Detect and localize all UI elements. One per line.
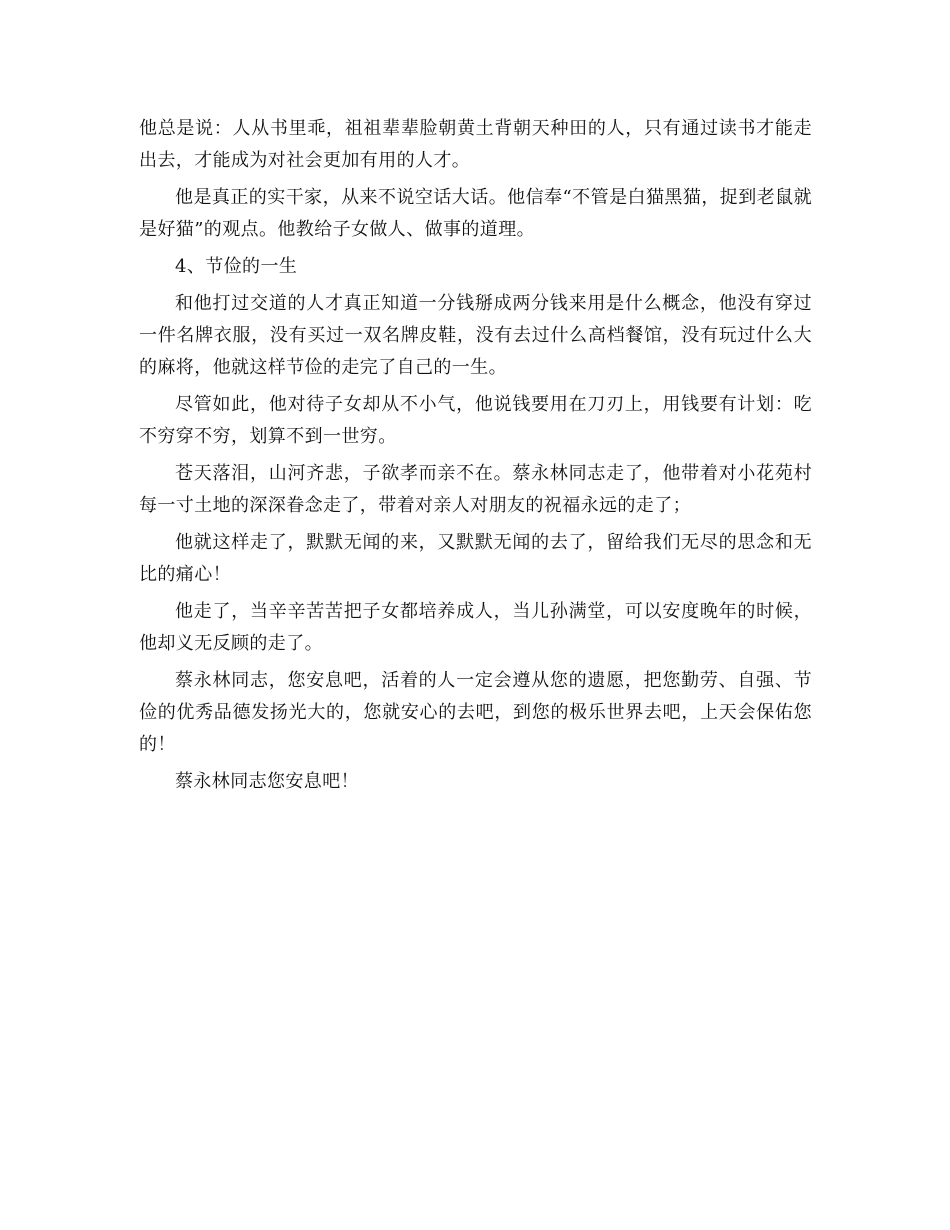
paragraph-left-us: 他走了，当辛辛苦苦把子女都培养成人，当儿孙满堂，可以安度晚年的时候，他却义无反顾的走了。 bbox=[139, 601, 812, 654]
paragraph-generous-to-children: 尽管如此，他对待子女却从不小气，他说钱要用在刀刃上，用钱要有计划：吃不穷穿不穷，划算不到一世穷。 bbox=[139, 394, 812, 447]
paragraph-quiet-departure: 他就这样走了，默默无闻的来，又默默无闻的去了，留给我们无尽的思念和无比的痛心！ bbox=[139, 532, 812, 585]
paragraph-rest-in-peace: 蔡永林同志，您安息吧，活着的人一定会遵从您的遗愿，把您勤劳、自强、节俭的优秀品德发扬光大的，您就安心的去吧，到您的极乐世界去吧，上天会保佑您的！ bbox=[139, 670, 812, 755]
paragraph-frugality: 和他打过交道的人才真正知道一分钱掰成两分钱来用是什么概念，他没有穿过一件名牌衣服，没有买过一双名牌皮鞋，没有去过什么高档餐馆，没有玩过什么大的麻将，他就这样节俭的走完了自己的一生。 bbox=[139, 293, 812, 378]
paragraph-practical-man: 他是真正的实干家，从来不说空话大话。他信奉“不管是白猫黑猫，捉到老鼠就是好猫”的观点。他教给子女做人、做事的道理。 bbox=[139, 187, 812, 240]
paragraph-mourning: 苍天落泪，山河齐悲，子欲孝而亲不在。蔡永林同志走了，他带着对小花苑村每一寸土地的深深眷念走了，带着对亲人对朋友的祝福永远的走了； bbox=[139, 463, 812, 516]
paragraph-closing: 蔡永林同志您安息吧！ bbox=[175, 771, 359, 792]
document-body bbox=[139, 113, 812, 803]
paragraph-reading-quote: 他总是说：人从书里乖，祖祖辈辈脸朝黄土背朝天种田的人，只有通过读书才能走出去，才能成为对社会更加有用的人才。 bbox=[139, 118, 812, 171]
section-heading-frugal-life: 4、节俭的一生 bbox=[175, 256, 298, 277]
